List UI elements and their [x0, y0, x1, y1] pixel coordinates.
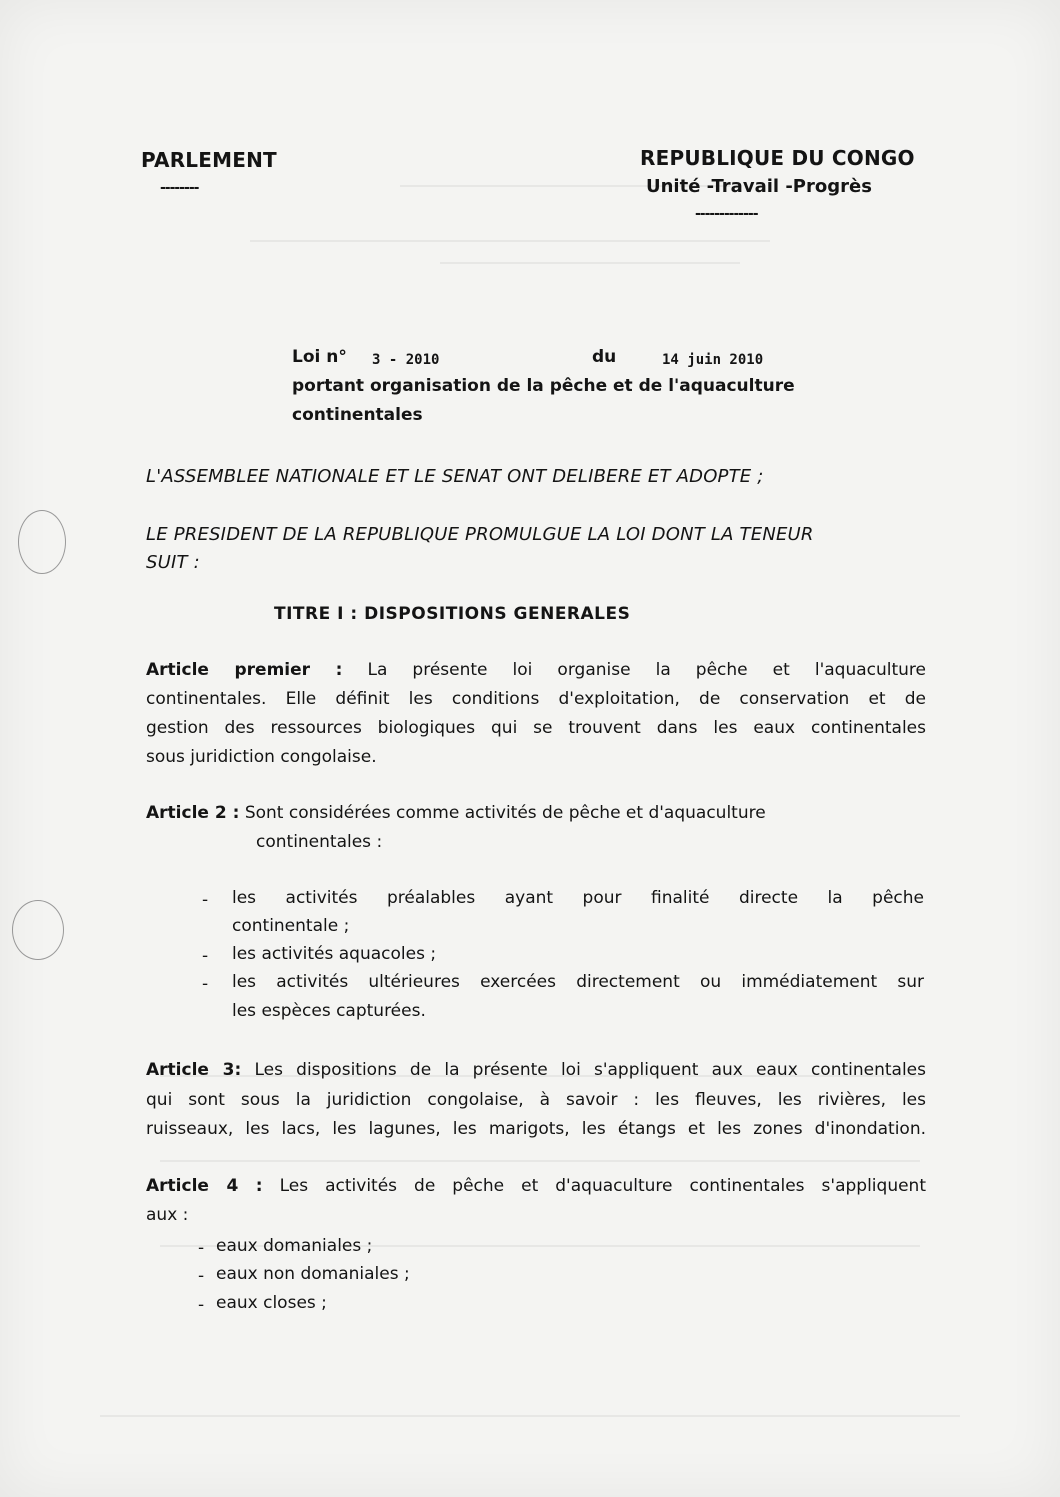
bleed-through-line [100, 1415, 960, 1417]
article-label: Article 3: [146, 1060, 242, 1080]
article-text: sous juridiction congolaise. [146, 747, 377, 767]
punch-hole-mark [12, 900, 64, 960]
law-number: 3 - 2010 [372, 352, 440, 368]
article-label: Article 4 : [146, 1176, 263, 1196]
article-2-first-line [146, 803, 926, 823]
bullet-dash: - [202, 946, 209, 966]
article-text: Les activités de pêche et d'aquaculture continentales s'appliquent [279, 1176, 926, 1196]
article-text: Les dispositions de la présente loi s'appliquent aux eaux continentales [254, 1060, 927, 1080]
list-item: les espèces capturées. [232, 1001, 426, 1021]
bullet-dash: - [198, 1295, 205, 1315]
article-3-first-line [146, 1060, 926, 1080]
article-text: gestion des ressources biologiques qui se trouvent dans les eaux continentales [146, 718, 926, 738]
enacting-clause-president: LE PRESIDENT DE LA REPUBLIQUE PROMULGUE LA LOI DONT LA TENEUR [146, 524, 814, 545]
article-text: La présente loi organise la pêche et l'aquaculture [367, 660, 927, 680]
bullet-dash: - [198, 1266, 205, 1286]
parliament-heading: PARLEMENT [141, 148, 277, 172]
article-text: Sont considérées comme activités de pêche et d'aquaculture [244, 803, 766, 823]
list-item: continentale ; [232, 916, 350, 936]
article-text: qui sont sous la juridiction congolaise, à savoir : les fleuves, les rivières, les [146, 1090, 926, 1110]
law-date: 14 juin 2010 [662, 352, 764, 368]
bleed-through-line [440, 262, 740, 264]
article-text: ruisseaux, les lacs, les lagunes, les marigots, les étangs et les zones d'inondation. [146, 1119, 926, 1139]
enacting-clause-assembly: L'ASSEMBLEE NATIONALE ET LE SENAT ONT DELIBERE ET ADOPTE ; [146, 466, 764, 487]
article-1-first-line [146, 660, 926, 680]
parliament-rule: -------- [160, 180, 199, 196]
article-text: continentales. Elle définit les conditions d'exploitation, de conservation et de [146, 689, 926, 709]
article-text: continentales : [256, 832, 383, 852]
punch-hole-mark [18, 510, 66, 574]
republic-heading: REPUBLIQUE DU CONGO [640, 146, 915, 170]
article-4-first-line [146, 1176, 926, 1196]
bleed-through-line [250, 240, 770, 242]
bullet-dash: - [202, 974, 209, 994]
law-date-prefix: du [592, 347, 617, 367]
bullet-dash: - [198, 1238, 205, 1258]
list-item: eaux domaniales ; [216, 1236, 373, 1256]
article-label: Article 2 : [146, 803, 240, 823]
article-label: Article premier : [146, 660, 343, 680]
republic-rule: ------------- [695, 206, 758, 222]
enacting-clause-president: SUIT : [146, 552, 200, 573]
law-subject-line: portant organisation de la pêche et de l'aquaculture [292, 376, 795, 396]
list-item: les activités ultérieures exercées directement ou immédiatement sur [232, 972, 924, 992]
national-motto: Unité -Travail -Progrès [646, 176, 872, 197]
bleed-through-line [160, 1160, 920, 1162]
section-title: TITRE I : DISPOSITIONS GENERALES [274, 604, 631, 624]
list-item: eaux closes ; [216, 1293, 327, 1313]
list-item: les activités préalables ayant pour finalité directe la pêche [232, 888, 924, 908]
bullet-dash: - [202, 890, 209, 910]
law-subject-line: continentales [292, 405, 423, 425]
list-item: eaux non domaniales ; [216, 1264, 410, 1284]
law-prefix: Loi n° [292, 347, 347, 367]
list-item: les activités aquacoles ; [232, 944, 437, 964]
article-text: aux : [146, 1205, 189, 1225]
